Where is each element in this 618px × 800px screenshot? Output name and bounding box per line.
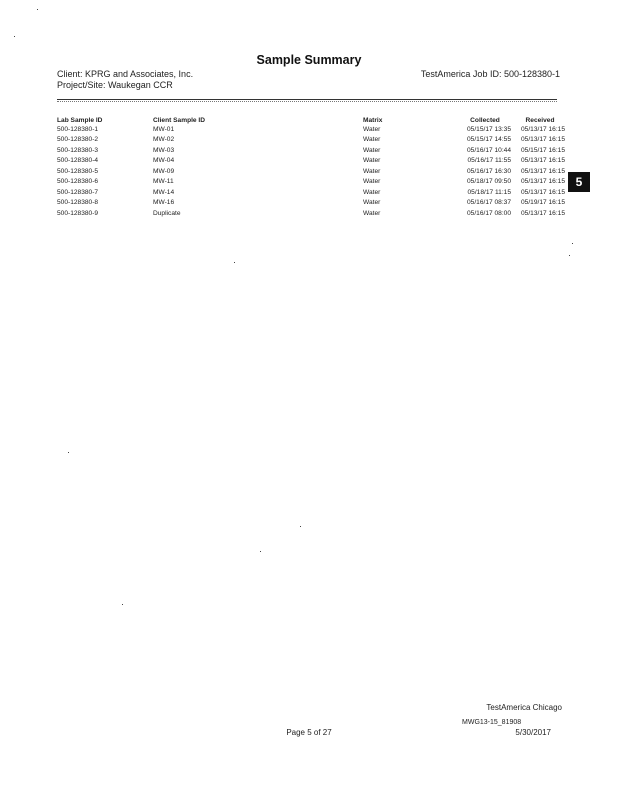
client-sample-id: MW-02 xyxy=(153,136,175,144)
collected: 05/18/17 09:50 xyxy=(467,178,511,186)
scan-speck xyxy=(572,243,573,244)
received: 05/13/17 16:15 xyxy=(521,167,565,175)
column-header: Received xyxy=(525,117,555,124)
received: 05/13/17 16:15 xyxy=(521,188,565,196)
client-sample-id: Duplicate xyxy=(153,209,181,217)
received: 05/13/17 16:15 xyxy=(521,209,565,217)
matrix: Water xyxy=(363,209,381,217)
received: 05/13/17 16:15 xyxy=(521,178,565,186)
table-row xyxy=(57,124,565,135)
collected: 05/16/17 16:30 xyxy=(467,167,511,175)
project-site: Project/Site: Waukegan CCR xyxy=(57,80,173,90)
header-divider-dotted xyxy=(57,101,557,102)
column-header: Collected xyxy=(470,117,500,124)
table-row xyxy=(57,156,565,167)
client-name: Client: KPRG and Associates, Inc. xyxy=(57,69,194,79)
collected: 05/16/17 11:55 xyxy=(467,157,511,165)
matrix: Water xyxy=(363,146,381,154)
scan-speck xyxy=(37,9,38,10)
matrix: Water xyxy=(363,136,381,144)
client-sample-id: MW-14 xyxy=(153,188,175,196)
lab-name: TestAmerica Chicago xyxy=(486,703,562,712)
matrix: Water xyxy=(363,167,381,175)
client-sample-id: MW-04 xyxy=(153,157,175,165)
table-row xyxy=(57,145,565,156)
section-tab: 5 xyxy=(568,172,590,192)
table-row xyxy=(57,166,565,177)
collected: 05/16/17 08:37 xyxy=(467,199,511,207)
scan-speck xyxy=(569,255,570,256)
lab-sample-id: 500-128380-3 xyxy=(57,146,99,154)
client-sample-id: MW-16 xyxy=(153,199,175,207)
table-header-row xyxy=(57,112,565,124)
lab-sample-id: 500-128380-6 xyxy=(57,178,99,186)
client-sample-id: MW-11 xyxy=(153,178,174,186)
collected: 05/15/17 13:35 xyxy=(467,125,511,133)
table-row xyxy=(57,177,565,188)
matrix: Water xyxy=(363,188,381,196)
collected: 05/18/17 11:15 xyxy=(467,188,511,196)
matrix: Water xyxy=(363,125,381,133)
lab-sample-id: 500-128380-2 xyxy=(57,136,99,144)
scan-speck xyxy=(122,604,123,605)
lab-sample-id: 500-128380-7 xyxy=(57,188,99,196)
lab-sample-id: 500-128380-5 xyxy=(57,167,99,175)
client-sample-id: MW-03 xyxy=(153,146,175,154)
collected: 05/16/17 08:00 xyxy=(467,209,511,217)
matrix: Water xyxy=(363,199,381,207)
client-sample-id: MW-09 xyxy=(153,167,175,175)
scan-speck xyxy=(68,452,69,453)
job-id: TestAmerica Job ID: 500-128380-1 xyxy=(420,69,560,79)
document-code: MWG13-15_81908 xyxy=(462,719,522,726)
scan-speck xyxy=(234,262,235,263)
column-header: Matrix xyxy=(363,117,383,124)
lab-sample-id: 500-128380-4 xyxy=(57,157,99,165)
collected: 05/16/17 10:44 xyxy=(467,146,511,154)
scan-speck xyxy=(260,551,261,552)
table-row xyxy=(57,198,565,209)
sample-table xyxy=(57,112,565,219)
table-row xyxy=(57,187,565,198)
scan-speck xyxy=(14,36,15,37)
lab-sample-id: 500-128380-9 xyxy=(57,209,99,217)
matrix: Water xyxy=(363,157,381,165)
header-divider xyxy=(57,99,557,100)
received: 05/13/17 16:15 xyxy=(521,157,565,165)
page-number: Page 5 of 27 xyxy=(286,728,332,737)
matrix: Water xyxy=(363,178,381,186)
page-title: Sample Summary xyxy=(256,53,362,67)
table-row xyxy=(57,135,565,146)
collected: 05/15/17 14:55 xyxy=(467,136,511,144)
report-date: 5/30/2017 xyxy=(515,728,551,737)
column-header: Lab Sample ID xyxy=(57,117,103,124)
received: 05/19/17 16:15 xyxy=(521,199,565,207)
column-header: Client Sample ID xyxy=(153,117,206,124)
received: 05/13/17 16:15 xyxy=(521,136,565,144)
received: 05/15/17 16:15 xyxy=(521,146,565,154)
table-row xyxy=(57,208,565,219)
client-sample-id: MW-01 xyxy=(153,125,175,133)
received: 05/13/17 16:15 xyxy=(521,125,565,133)
scan-speck xyxy=(300,526,301,527)
lab-sample-id: 500-128380-8 xyxy=(57,199,99,207)
lab-sample-id: 500-128380-1 xyxy=(57,125,99,133)
